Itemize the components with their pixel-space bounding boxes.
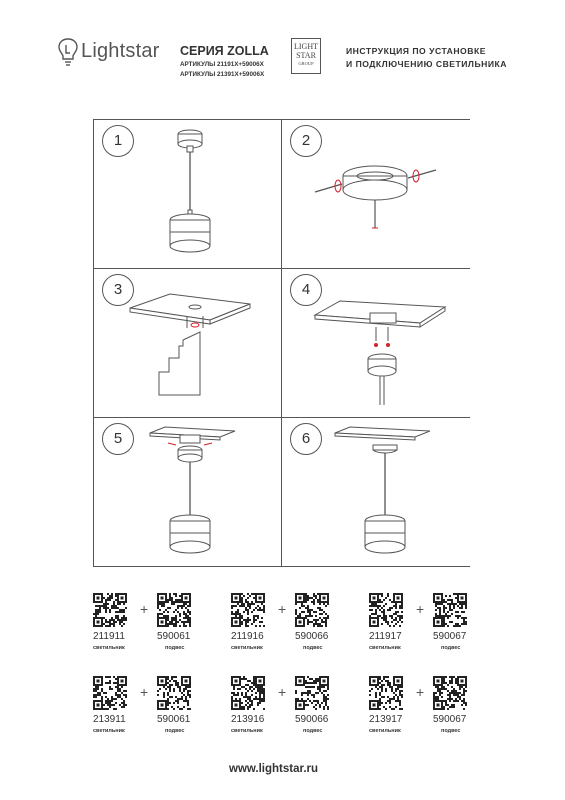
instruction-title bbox=[346, 45, 507, 71]
instruction-line-2: И ПОДКЛЮЧЕНИЮ СВЕТИЛЬНИКА bbox=[346, 59, 507, 69]
step-number-6: 6 bbox=[290, 423, 322, 455]
brand-box-logo bbox=[291, 38, 321, 74]
step-5-illustration bbox=[140, 425, 240, 565]
website-url[interactable]: www.lightstar.ru bbox=[229, 763, 319, 775]
plus-sign: + bbox=[140, 684, 149, 700]
lamp-label: светильник bbox=[93, 728, 125, 734]
lamp-label: светильник bbox=[231, 728, 263, 734]
step-number-4: 4 bbox=[290, 274, 322, 306]
suspension-label: подвес bbox=[441, 645, 461, 651]
grid-line-middle bbox=[281, 119, 282, 567]
logo-text: Lightstar bbox=[81, 40, 160, 62]
lamp-code: 213917 bbox=[369, 714, 403, 725]
suspension-code: 590067 bbox=[433, 714, 467, 725]
step-number-1: 1 bbox=[102, 125, 134, 157]
instruction-line-1: ИНСТРУКЦИЯ ПО УСТАНОВКЕ bbox=[346, 46, 486, 56]
lamp-code: 211911 bbox=[93, 631, 125, 642]
lightbulb-icon bbox=[58, 37, 78, 67]
plus-sign: + bbox=[416, 601, 425, 617]
qr-code-lamp bbox=[93, 676, 127, 710]
suspension-code: 590066 bbox=[295, 714, 329, 725]
step-number-2: 2 bbox=[290, 125, 322, 157]
articles-line-2: АРТИКУЛЫ 21391X+59006X bbox=[180, 71, 265, 78]
qr-code-lamp bbox=[369, 593, 403, 627]
lamp-code: 211916 bbox=[231, 631, 264, 642]
lamp-label: светильник bbox=[369, 645, 401, 651]
plus-sign: + bbox=[278, 601, 287, 617]
suspension-code: 590061 bbox=[157, 631, 191, 642]
brand-box-line-3: GROUP bbox=[298, 61, 314, 66]
lamp-code: 213916 bbox=[231, 714, 265, 725]
qr-code-suspension bbox=[295, 676, 329, 710]
step-1-illustration bbox=[160, 128, 240, 260]
qr-code-suspension bbox=[295, 593, 329, 627]
step-3-illustration bbox=[125, 290, 255, 400]
brand-box-line-2: STAR bbox=[296, 51, 316, 60]
articles-line-1: АРТИКУЛЫ 21191X+59006X bbox=[180, 61, 264, 68]
step-2-illustration bbox=[310, 148, 450, 238]
qr-code-lamp bbox=[369, 676, 403, 710]
plus-sign: + bbox=[278, 684, 287, 700]
lamp-code: 211917 bbox=[369, 631, 402, 642]
suspension-label: подвес bbox=[303, 645, 323, 651]
qr-code-lamp bbox=[231, 593, 265, 627]
lamp-label: светильник bbox=[93, 645, 125, 651]
suspension-label: подвес bbox=[165, 645, 185, 651]
qr-code-suspension bbox=[433, 593, 467, 627]
suspension-label: подвес bbox=[441, 728, 461, 734]
grid-line-left bbox=[93, 119, 94, 567]
qr-code-suspension bbox=[433, 676, 467, 710]
plus-sign: + bbox=[140, 601, 149, 617]
lamp-code: 213911 bbox=[93, 714, 126, 725]
suspension-code: 590066 bbox=[295, 631, 329, 642]
qr-code-suspension bbox=[157, 593, 191, 627]
lamp-label: светильник bbox=[369, 728, 401, 734]
plus-sign: + bbox=[416, 684, 425, 700]
qr-code-lamp bbox=[93, 593, 127, 627]
qr-code-lamp bbox=[231, 676, 265, 710]
suspension-code: 590067 bbox=[433, 631, 467, 642]
suspension-label: подвес bbox=[165, 728, 185, 734]
logo bbox=[58, 37, 178, 67]
qr-code-suspension bbox=[157, 676, 191, 710]
step-4-illustration bbox=[310, 293, 450, 408]
step-number-5: 5 bbox=[102, 423, 134, 455]
step-6-illustration bbox=[330, 425, 440, 565]
suspension-label: подвес bbox=[303, 728, 323, 734]
lamp-label: светильник bbox=[231, 645, 263, 651]
suspension-code: 590061 bbox=[157, 714, 191, 725]
step-number-3: 3 bbox=[102, 274, 134, 306]
brand-box-line-1: LIGHT bbox=[294, 42, 318, 51]
series-title: СЕРИЯ ZOLLA bbox=[180, 44, 269, 58]
